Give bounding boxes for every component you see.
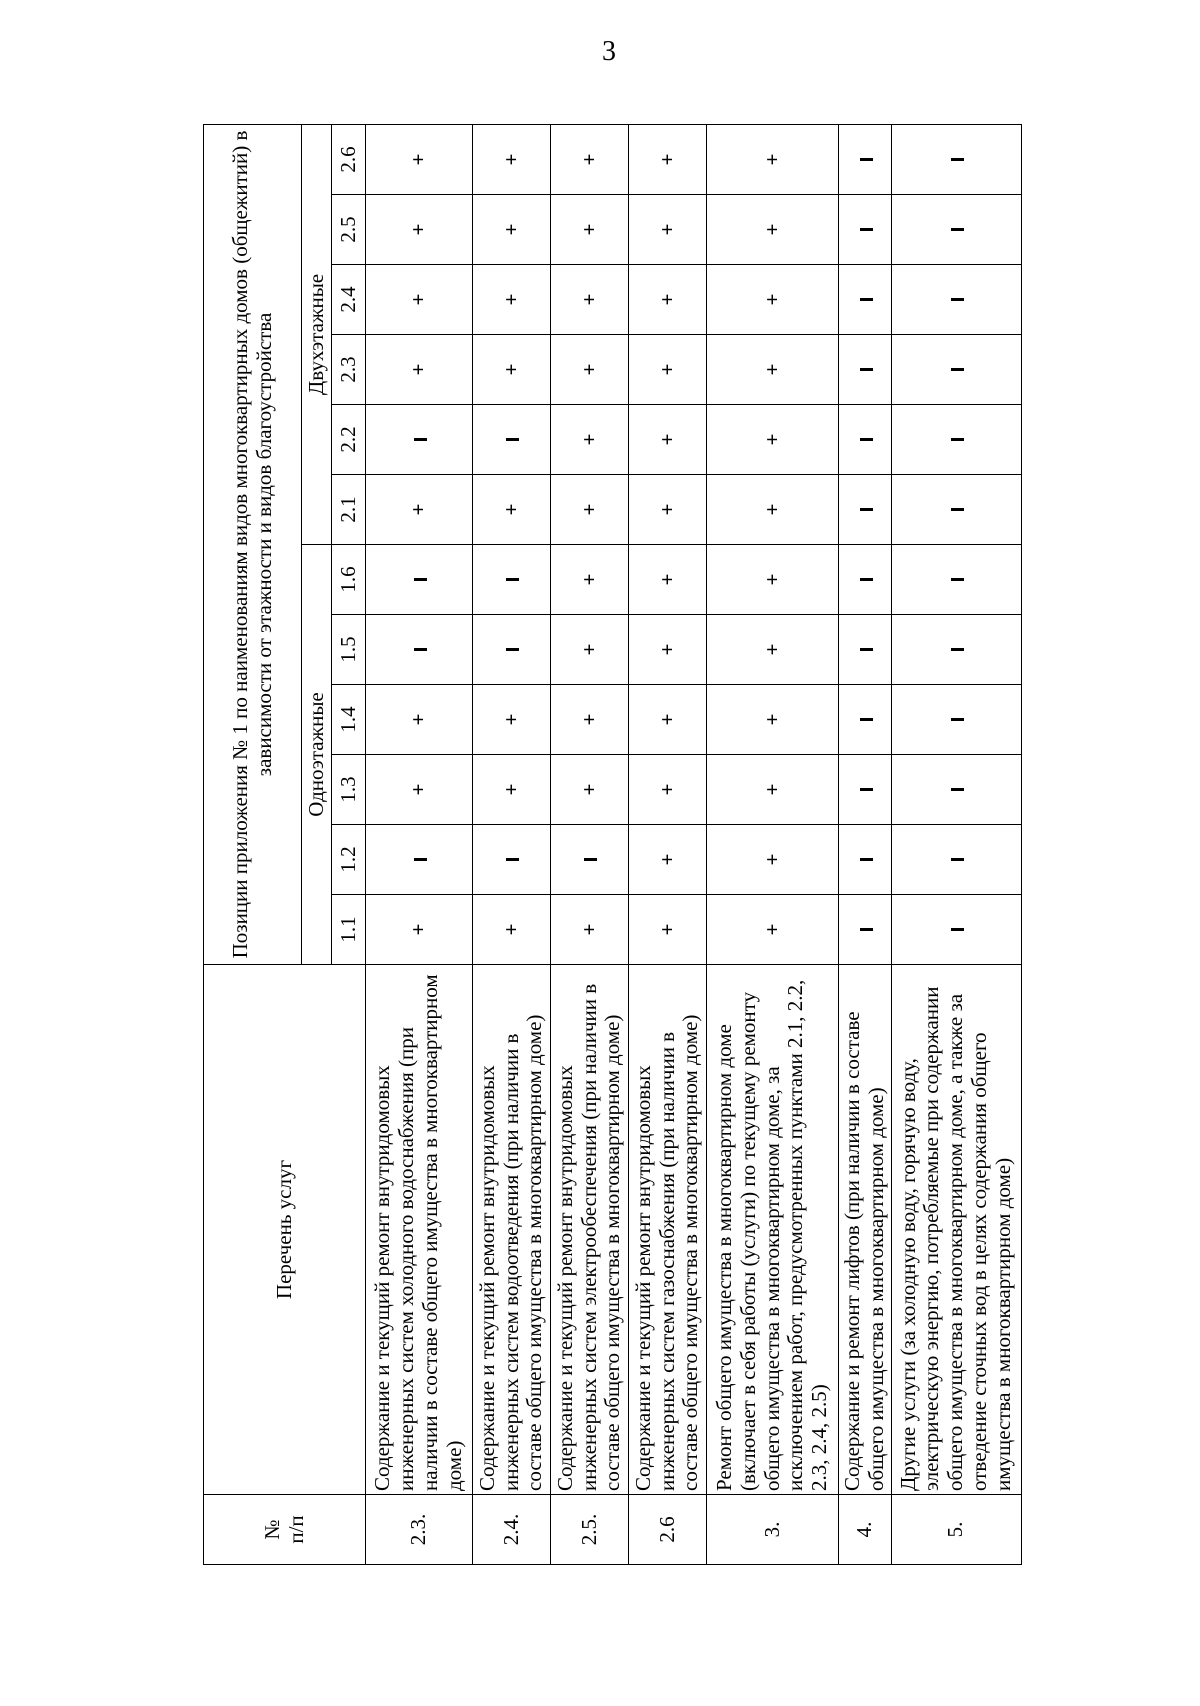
dash-mark: [891, 124, 1021, 194]
plus-mark: +: [551, 755, 629, 825]
dash-mark: [839, 825, 892, 895]
dash-mark: [891, 615, 1021, 685]
plus-mark: +: [629, 195, 707, 265]
plus-mark: +: [366, 685, 473, 755]
plus-mark: +: [707, 545, 839, 615]
dash-glyph: [860, 438, 873, 441]
dash-mark: [839, 124, 892, 194]
plus-mark: +: [473, 755, 551, 825]
plus-mark: +: [473, 124, 551, 194]
dash-glyph: [860, 298, 873, 301]
service-description: Содержание и текущий ремонт внутридомовых инженерных систем водоотведения (при наличии в составе общего имущества в многоквартирном доме): [473, 965, 551, 1495]
dash-mark: [473, 405, 551, 475]
plus-mark: +: [551, 685, 629, 755]
plus-mark: +: [551, 405, 629, 475]
service-description: Содержание и текущий ремонт внутридомовых инженерных систем электрообеспечения (при наличии в составе общего имущества в многоквартирном доме): [551, 965, 629, 1495]
dash-glyph: [860, 858, 873, 861]
subcolumn-header: 1.6: [332, 545, 366, 615]
plus-mark: +: [629, 475, 707, 545]
service-description: Содержание и ремонт лифтов (при наличии в составе общего имущества в многоквартирном доме): [839, 965, 892, 1495]
dash-glyph: [951, 648, 964, 651]
dash-glyph: [951, 508, 964, 511]
dash-glyph: [951, 788, 964, 791]
subcolumn-header: 2.6: [332, 124, 366, 194]
dash-mark: [366, 405, 473, 475]
dash-mark: [839, 475, 892, 545]
services-column-header: Перечень услуг: [204, 965, 366, 1495]
plus-mark: +: [629, 405, 707, 475]
dash-glyph: [951, 228, 964, 231]
positions-header: Позиции приложения № 1 по наименованиям видов многоквартирных домов (общежитий) в зависимости от этажности и видов благоустройства: [204, 124, 302, 964]
plus-mark: +: [366, 335, 473, 405]
dash-glyph: [951, 718, 964, 721]
dash-mark: [891, 545, 1021, 615]
dash-glyph: [860, 648, 873, 651]
dash-mark: [473, 825, 551, 895]
plus-mark: +: [707, 335, 839, 405]
dash-glyph: [860, 368, 873, 371]
row-number: 2.5.: [551, 1495, 629, 1565]
dash-glyph: [506, 648, 519, 651]
service-description: Содержание и текущий ремонт внутридомовых инженерных систем холодного водоснабжения (при наличии в составе общего имущества в многоквартирном доме): [366, 965, 473, 1495]
plus-mark: +: [551, 195, 629, 265]
dash-glyph: [860, 578, 873, 581]
dash-mark: [891, 475, 1021, 545]
table-row: [473, 124, 551, 1564]
subcolumn-header: 1.3: [332, 755, 366, 825]
dash-mark: [839, 265, 892, 335]
plus-mark: +: [707, 615, 839, 685]
service-description: Ремонт общего имущества в многоквартирном доме (включает в себя работы (услуги) по текущему ремонту общего имущества в многоквартирном доме, за исключением работ, предусмотренных пунктами 2.1, 2.2, 2.3, 2.4, 2.5): [707, 965, 839, 1495]
row-number: 2.6: [629, 1495, 707, 1565]
dash-glyph: [951, 438, 964, 441]
number-column-header: [204, 1495, 366, 1565]
table-row: [839, 124, 892, 1564]
dash-mark: [839, 545, 892, 615]
plus-mark: +: [707, 124, 839, 194]
dash-mark: [891, 265, 1021, 335]
dash-mark: [891, 195, 1021, 265]
dash-mark: [839, 195, 892, 265]
subcolumn-header: 2.2: [332, 405, 366, 475]
two-storey-group-header: Двухэтажные: [302, 124, 332, 544]
dash-mark: [891, 825, 1021, 895]
plus-mark: +: [629, 615, 707, 685]
dash-mark: [839, 405, 892, 475]
dash-mark: [839, 335, 892, 405]
dash-glyph: [951, 298, 964, 301]
subcolumn-header: 1.5: [332, 615, 366, 685]
plus-mark: +: [551, 265, 629, 335]
dash-mark: [551, 825, 629, 895]
subcolumn-header: 1.4: [332, 685, 366, 755]
row-number: 2.4.: [473, 1495, 551, 1565]
dash-glyph: [584, 858, 597, 861]
service-description: Другие услуги (за холодную воду, горячую воду, электрическую энергию, потребляемые при содержании общего имущества в многоквартирном доме, а также за отведение сточных вод в целях содержания общего имущества в многоквартирном доме): [891, 965, 1021, 1495]
dash-glyph: [506, 578, 519, 581]
plus-mark: +: [629, 335, 707, 405]
dash-mark: [839, 685, 892, 755]
dash-mark: [891, 335, 1021, 405]
rotated-table-container: [203, 125, 1113, 1565]
dash-glyph: [860, 928, 873, 931]
plus-mark: +: [366, 895, 473, 965]
plus-mark: +: [551, 475, 629, 545]
row-number: 2.3.: [366, 1495, 473, 1565]
plus-mark: +: [551, 124, 629, 194]
dash-mark: [473, 615, 551, 685]
plus-mark: +: [551, 895, 629, 965]
dash-glyph: [860, 508, 873, 511]
plus-mark: +: [551, 335, 629, 405]
services-table: [203, 124, 1022, 1565]
plus-mark: +: [551, 615, 629, 685]
plus-mark: +: [707, 825, 839, 895]
dash-glyph: [860, 718, 873, 721]
plus-mark: +: [473, 685, 551, 755]
dash-mark: [891, 895, 1021, 965]
service-description: Содержание и текущий ремонт внутридомовых инженерных систем газоснабжения (при наличии в составе общего имущества в многоквартирном доме): [629, 965, 707, 1495]
subcolumn-header: 2.4: [332, 265, 366, 335]
table-row: [629, 124, 707, 1564]
plus-mark: +: [366, 195, 473, 265]
dash-mark: [366, 615, 473, 685]
row-number: 4.: [839, 1495, 892, 1565]
dash-mark: [891, 685, 1021, 755]
plus-mark: +: [707, 755, 839, 825]
subcolumn-header: 1.2: [332, 825, 366, 895]
dash-mark: [366, 825, 473, 895]
dash-mark: [473, 545, 551, 615]
row-number: 3.: [707, 1495, 839, 1565]
table-row: [707, 124, 839, 1564]
plus-mark: +: [366, 755, 473, 825]
dash-mark: [366, 545, 473, 615]
plus-mark: +: [707, 475, 839, 545]
plus-mark: +: [366, 475, 473, 545]
dash-glyph: [414, 578, 427, 581]
plus-mark: +: [707, 895, 839, 965]
dash-glyph: [414, 858, 427, 861]
header-row-1: [204, 124, 302, 1564]
plus-mark: +: [629, 825, 707, 895]
dash-mark: [839, 755, 892, 825]
table-row: [891, 124, 1021, 1564]
dash-glyph: [506, 438, 519, 441]
plus-mark: +: [473, 475, 551, 545]
dash-glyph: [860, 158, 873, 161]
dash-glyph: [951, 858, 964, 861]
dash-glyph: [414, 648, 427, 651]
row-number: 5.: [891, 1495, 1021, 1565]
dash-mark: [891, 405, 1021, 475]
dash-glyph: [860, 228, 873, 231]
plus-mark: +: [629, 265, 707, 335]
plus-mark: +: [707, 405, 839, 475]
plus-mark: +: [473, 335, 551, 405]
dash-glyph: [414, 438, 427, 441]
page-number: 3: [602, 36, 616, 67]
plus-mark: +: [473, 195, 551, 265]
subcolumn-header: 2.3: [332, 335, 366, 405]
dash-glyph: [951, 158, 964, 161]
plus-mark: +: [366, 124, 473, 194]
number-header-line2: п/п: [283, 1515, 308, 1544]
plus-mark: +: [473, 265, 551, 335]
plus-mark: +: [551, 545, 629, 615]
table-row: [551, 124, 629, 1564]
plus-mark: +: [629, 685, 707, 755]
plus-mark: +: [473, 895, 551, 965]
subcolumn-header: 2.1: [332, 475, 366, 545]
dash-mark: [839, 615, 892, 685]
dash-glyph: [951, 368, 964, 371]
subcolumn-header: 1.1: [332, 895, 366, 965]
dash-mark: [839, 895, 892, 965]
dash-glyph: [951, 578, 964, 581]
one-storey-group-header: Одноэтажные: [302, 545, 332, 965]
plus-mark: +: [707, 195, 839, 265]
plus-mark: +: [366, 265, 473, 335]
plus-mark: +: [629, 124, 707, 194]
subcolumn-header: 2.5: [332, 195, 366, 265]
plus-mark: +: [629, 545, 707, 615]
table-row: [366, 124, 473, 1564]
dash-glyph: [506, 858, 519, 861]
plus-mark: +: [629, 895, 707, 965]
plus-mark: +: [629, 755, 707, 825]
dash-mark: [891, 755, 1021, 825]
plus-mark: +: [707, 265, 839, 335]
number-header-line1: №: [259, 1519, 284, 1540]
dash-glyph: [860, 788, 873, 791]
dash-glyph: [951, 928, 964, 931]
plus-mark: +: [707, 685, 839, 755]
